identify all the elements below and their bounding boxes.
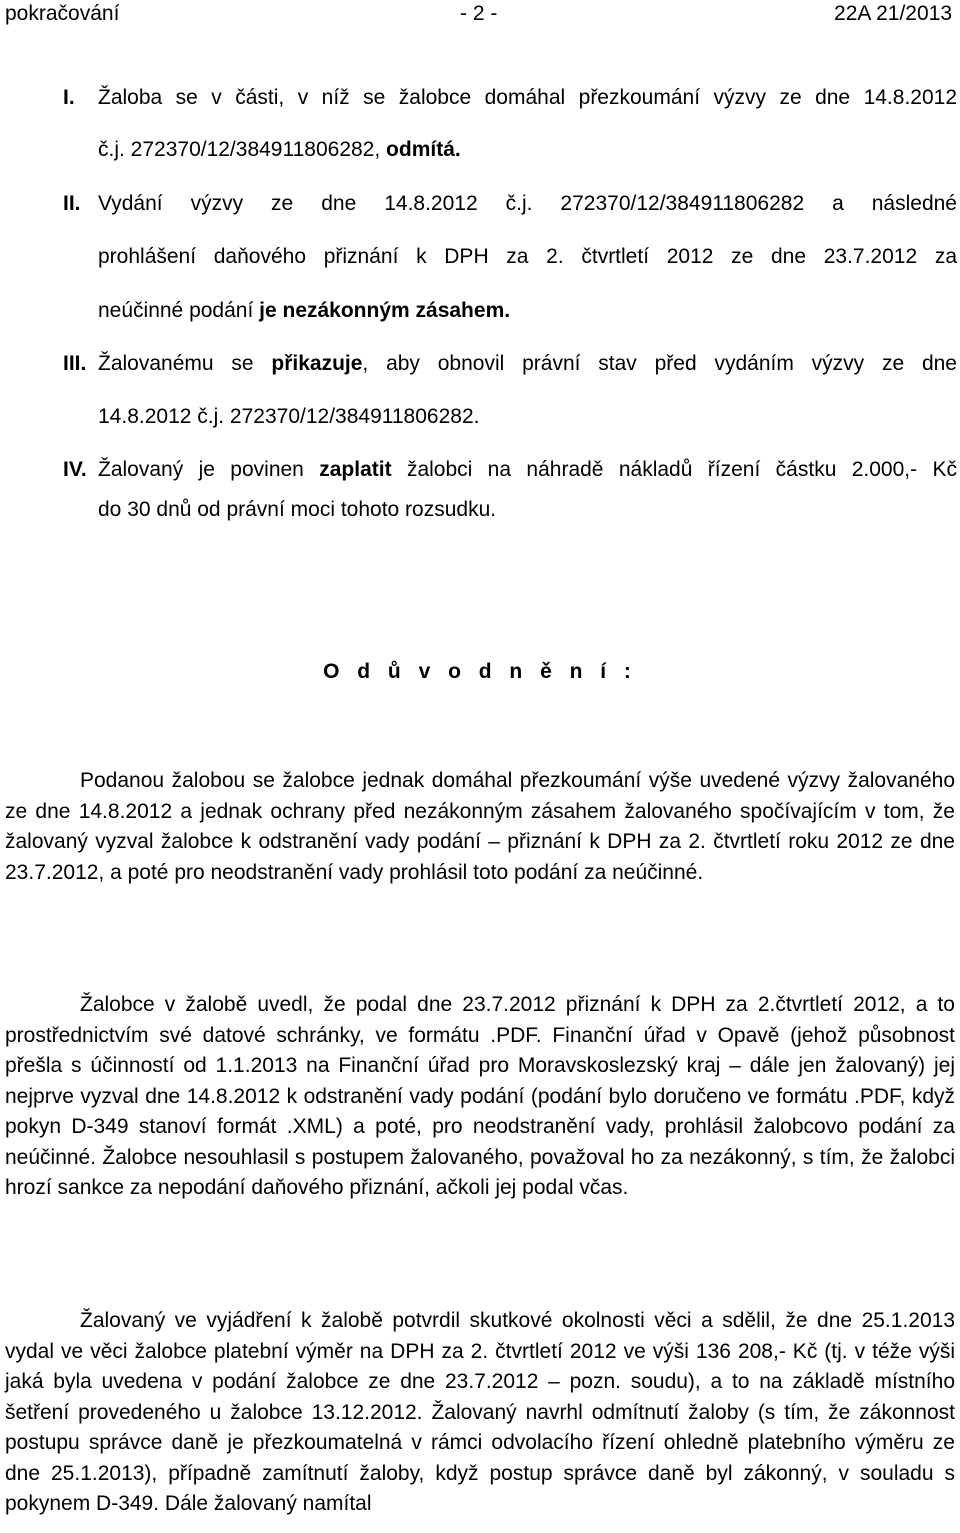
item-line: do 30 dnů od právní moci tohoto rozsudku. xyxy=(98,498,497,521)
item-line: Vydání výzvy ze dne 14.8.2012 č.j. 272370/12/384911806282 a následné xyxy=(98,192,957,215)
header-page-number: - 2 - xyxy=(460,2,498,25)
paragraph: Žalobce v žalobě uvedl, že podal dne 23.7.2012 přiznání k DPH za 2.čtvrtletí 2012, a to prostřednictvím své datové schránky, ve formátu .PDF. Finanční úřad v Opavě (jehož působnost přešla s účinností od 1.1.2013 na Finanční úřad pro Moravskoslezský kraj – dále jen žalovaný) jej nejprve vyzval dne 14.8.2012 k odstranění vady podání (podání bylo doručeno ve formátu .PDF, když pokyn D-349 stanoví formát .XML) a poté, pro neodstranění vady, prohlásil žalobcovo podání za neúčinné. Žalobce nesouhlasil s postupem žalovaného, považoval ho za nezákonný, s tím, že žalobci hrozí sankce za nepodání daňového přiznání, ačkoli jej podal včas. xyxy=(5,993,955,1199)
item-line: Žalovanému se přikazuje, aby obnovil právní stav před vydáním výzvy ze dne xyxy=(98,352,957,375)
paragraph: Podanou žalobou se žalobce jednak domáhal přezkoumání výše uvedené výzvy žalovaného ze dne 14.8.2012 a jednak ochrany před nezákonným zásahem žalovaného spočívajícím v tom, že žalovaný vyzval žalobce k odstranění vady podání – přiznání k DPH za 2. čtvrtletí roku 2012 ze dne 23.7.2012, a poté pro neodstranění vady prohlásil toto podání za neúčinné. xyxy=(5,769,955,884)
header-continuation: pokračování xyxy=(5,2,120,25)
item-number: III. xyxy=(63,352,87,375)
item-line: 14.8.2012 č.j. 272370/12/384911806282. xyxy=(98,405,480,428)
item-number: IV. xyxy=(63,458,87,481)
item-number: I. xyxy=(63,86,75,109)
reasoning-heading: O d ů v o d n ě n í : xyxy=(323,660,637,683)
item-line: prohlášení daňového přiznání k DPH za 2. čtvrtletí 2012 ze dne 23.7.2012 za xyxy=(98,245,957,268)
paragraph: Žalovaný ve vyjádření k žalobě potvrdil skutkové okolnosti věci a sdělil, že dne 25.1.2013 vydal ve věci žalobce platební výměr na DPH za 2. čtvrtletí 2012 ve výši 136 208,- Kč (tj. v téže výši jaká byla uvedena v podání žalobce ze dne 23.7.2012 – pozn. soudu), a to na základě místního šetření provedeného u žalobce 13.12.2012. Žalovaný navrhl odmítnutí žaloby (s tím, že zákonnost postupu správce daně je přezkoumatelná v rámci odvolacího řízení ohledně platebního výměru ze dne 25.1.2013), případně zamítnutí žaloby, když postup správce daně byl zákonný, v souladu s pokynem D-349. Dále žalovaný namítal xyxy=(5,1309,955,1515)
item-line: č.j. 272370/12/384911806282, odmítá. xyxy=(98,138,461,161)
item-line: Žaloba se v části, v níž se žalobce domáhal přezkoumání výzvy ze dne 14.8.2012 xyxy=(98,86,957,109)
item-line: Žalovaný je povinen zaplatit žalobci na náhradě nákladů řízení částku 2.000,- Kč xyxy=(98,458,957,481)
page-header xyxy=(5,2,952,30)
header-case-number: 22A 21/2013 xyxy=(834,2,952,25)
item-line: neúčinné podání je nezákonným zásahem. xyxy=(98,299,511,322)
item-number: II. xyxy=(63,192,81,215)
